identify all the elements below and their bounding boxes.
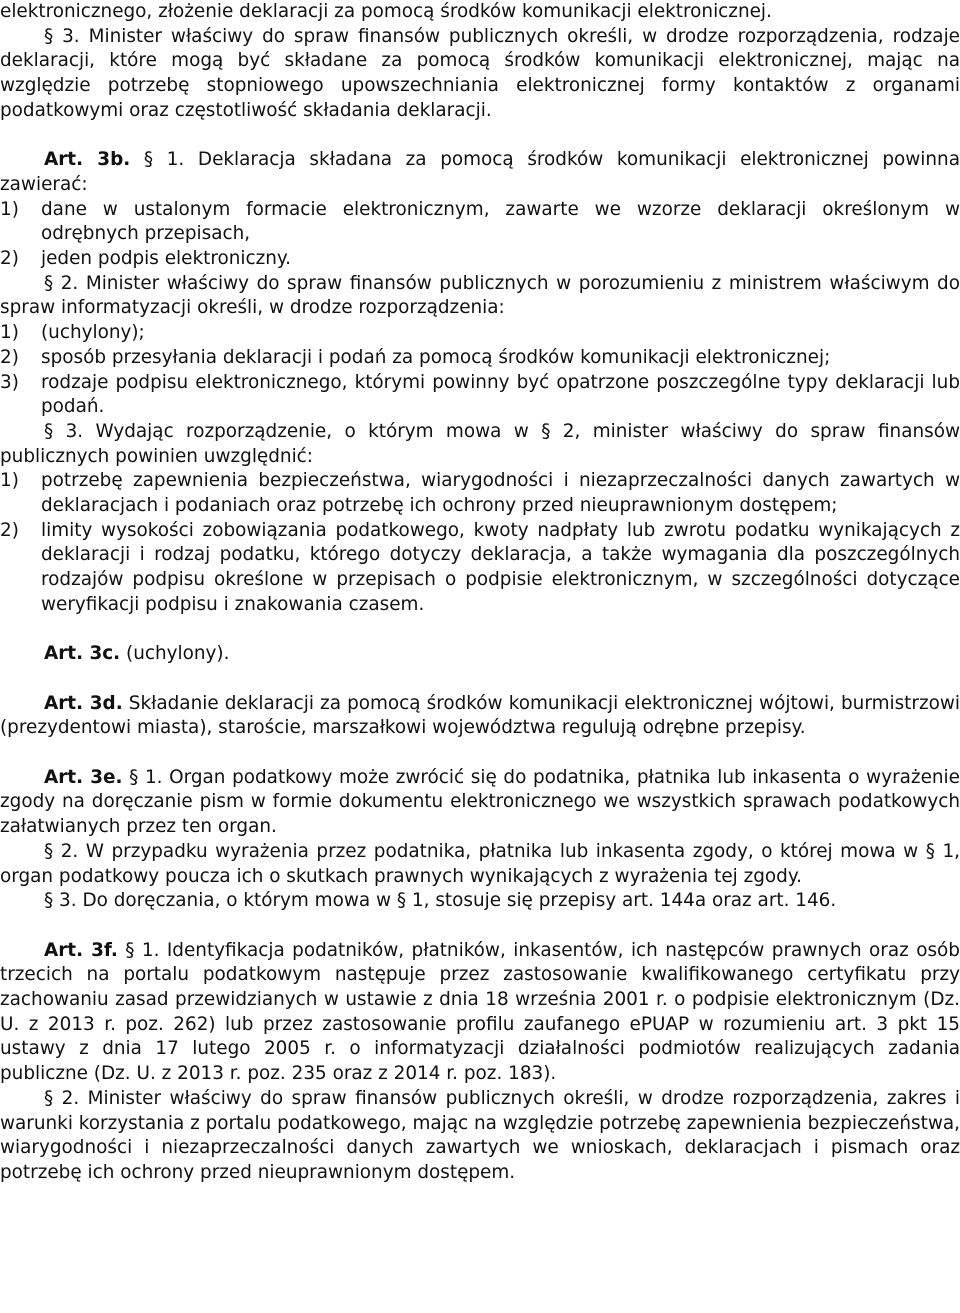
paragraph-continuation	[0, 0, 960, 25]
list-number: 1)	[0, 198, 19, 220]
paragraph-text: W przypadku wyrażenia przez podatnika, płatnika lub inkasenta zgody, o której mowa w § 1, organ podatkowy poucza ich o skutkach prawnych wynikających z wyrażenia tej zgody.	[0, 840, 960, 887]
spacer	[0, 618, 960, 643]
list-item-text: sposób przesyłania deklaracji i podań za pomocą środków komunikacji elektronicznej;	[41, 346, 831, 368]
list-item-text: potrzebę zapewnienia bezpieczeństwa, wiarygodności i niezaprzeczalności danych zawartych w deklaracjach i podaniach oraz potrzebę ich ochrony przed nieuprawnionym dostępem;	[41, 470, 960, 517]
list-item-text: limity wysokości zobowiązania podatkowego, kwoty nadpłaty lub zwrotu podatku wynikających z deklaracji i rodzaj podatku, którego dotyczy deklaracja, a także wymagania dla poszczególnych rodzajów podpisu określone w przepisach o podpisie elektronicznym, w szczególności dotyczące weryfikacji podpisu i znakowania czasem.	[41, 519, 960, 615]
paragraph-art3a-sect3	[0, 25, 960, 124]
list-item	[0, 371, 960, 420]
paragraph-text: Minister właściwy do spraw finansów publicznych w porozumieniu z ministrem właściwym do spraw informatyzacji określi, w drodze rozporządzenia:	[0, 272, 960, 319]
section-marker: § 2.	[44, 840, 79, 862]
paragraph-text: Identyfikacja podatników, płatników, inkasentów, ich następców prawnych oraz osób trzecich na portalu podatkowym następuje przez zastosowanie kwalifikowanego certyfikatu przy zachowaniu zasad przewidzianych w ustawie z dnia 18 września 2001 r. o podpisie elektronicznym (Dz. U. z 2013 r. poz. 262) lub przez zastosowanie profilu zaufanego ePUAP w rozumieniu art. 3 pkt 15 ustawy z dnia 17 lutego 2005 r. o informatyzacji działalności podmiotów realizujących zadania publiczne (Dz. U. z 2013 r. poz. 235 oraz z 2014 r. poz. 183).	[0, 939, 960, 1085]
paragraph-text: Składanie deklaracji za pomocą środków komunikacji elektronicznej wójtowi, burmistrzowi (prezydentowi miasta), staroście, marszałkowi województwa regulują odrębne przepisy.	[0, 692, 960, 739]
list-number: 1)	[0, 470, 19, 492]
section-marker: § 2.	[44, 1087, 80, 1109]
spacer	[0, 124, 960, 149]
section-marker: § 2.	[44, 272, 79, 294]
article-heading: Art. 3d.	[44, 692, 123, 714]
paragraph-art3c	[0, 642, 960, 667]
paragraph-text: Minister właściwy do spraw finansów publicznych określi, w drodze rozporządzenia, zakres i warunki korzystania z portalu podatkowego, mając na względzie potrzebę zapewnienia bezpieczeństwa, wiarygodności i niezaprzeczalności danych zawartych we wnioskach, deklaracjach i pismach oraz potrzebę ich ochrony przed nieuprawnionym dostępem.	[0, 1087, 960, 1183]
paragraph-art3f-sect1	[0, 939, 960, 1087]
paragraph-text: Deklaracja składana za pomocą środków komunikacji elektronicznej powinna zawierać:	[0, 149, 960, 195]
section-marker: § 1.	[143, 149, 185, 171]
paragraph-art3f-sect2	[0, 1087, 960, 1186]
paragraph-text: elektronicznego, złożenie deklaracji za pomocą środków komunikacji elektronicznej.	[0, 1, 772, 22]
spacer	[0, 914, 960, 939]
list-item	[0, 247, 960, 272]
list-number: 1)	[0, 322, 19, 344]
section-marker: § 3.	[44, 25, 80, 47]
section-marker: § 1.	[125, 939, 160, 961]
paragraph-art3e-sect3	[0, 889, 960, 914]
paragraph-art3b-sect3	[0, 420, 960, 469]
list-item-text: rodzaje podpisu elektronicznego, którymi powinny być opatrzone poszczególne typy deklaracji lub podań.	[41, 371, 960, 418]
list-item-text: (uchylony);	[41, 322, 145, 344]
list-item	[0, 469, 960, 518]
paragraph-art3b-sect1	[0, 148, 960, 197]
paragraph-art3e-sect2	[0, 840, 960, 889]
paragraph-text: (uchylony).	[120, 643, 230, 665]
paragraph-art3b-sect2	[0, 272, 960, 321]
article-heading: Art. 3c.	[44, 643, 121, 665]
paragraph-art3d	[0, 692, 960, 741]
list-item-text: jeden podpis elektroniczny.	[41, 248, 292, 270]
paragraph-text: Organ podatkowy może zwrócić się do podatnika, płatnika lub inkasenta o wyrażenie zgody na doręczanie pism w formie dokumentu elektronicznego we wszystkich sprawach podatkowych załatwianych przez ten organ.	[0, 766, 960, 838]
section-marker: § 1.	[129, 766, 163, 788]
paragraph-text: Do doręczania, o którym mowa w § 1, stosuje się przepisy art. 144a oraz art. 146.	[76, 890, 837, 912]
spacer	[0, 741, 960, 766]
list-number: 2)	[0, 519, 19, 541]
section-marker: § 3.	[44, 420, 84, 442]
list-item	[0, 321, 960, 346]
list-item-text: dane w ustalonym formacie elektronicznym, zawarte we wzorze deklaracji określonym w odrębnych przepisach,	[41, 198, 960, 245]
spacer	[0, 667, 960, 692]
list-number: 2)	[0, 248, 19, 270]
list-item	[0, 346, 960, 371]
paragraph-text: Minister właściwy do spraw finansów publicznych określi, w drodze rozporządzenia, rodzaje deklaracji, które mogą być składane za pomocą środków komunikacji elektronicznej, mając na względzie potrzebę stopniowego upowszechniania elektronicznej formy kontaktów z organami podatkowymi oraz częstotliwość składania deklaracji.	[0, 25, 960, 121]
article-heading: Art. 3b.	[44, 149, 131, 171]
article-heading: Art. 3e.	[44, 766, 123, 788]
list-item	[0, 519, 960, 618]
paragraph-text: Wydając rozporządzenie, o którym mowa w § 2, minister właściwy do spraw finansów publicznych powinien uwzględnić:	[0, 420, 960, 467]
paragraph-art3e-sect1	[0, 766, 960, 840]
section-marker: § 3.	[44, 890, 77, 912]
article-heading: Art. 3f.	[44, 939, 118, 961]
list-number: 2)	[0, 346, 19, 368]
list-number: 3)	[0, 371, 19, 393]
list-item	[0, 198, 960, 247]
